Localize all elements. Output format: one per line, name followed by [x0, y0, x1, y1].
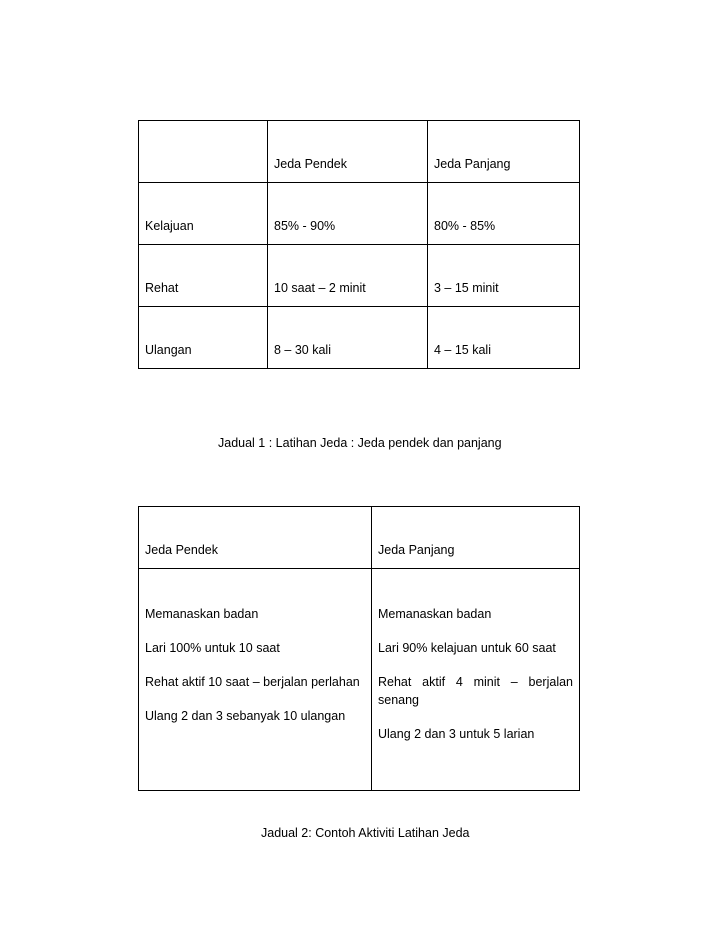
table-latihan-jeda [138, 120, 580, 369]
table-row [139, 307, 580, 369]
header-cell-jeda-panjang: Jeda Panjang [372, 507, 580, 569]
table-cell: 10 saat – 2 minit [268, 245, 428, 307]
step-item: Lari 100% untuk 10 saat [145, 641, 280, 655]
table-header-row [139, 507, 580, 569]
table-cell: 80% - 85% [428, 183, 580, 245]
panjang-steps-cell [372, 569, 580, 791]
table-row [139, 569, 580, 791]
pendek-steps-cell [139, 569, 372, 791]
step-item: Memanaskan badan [378, 607, 492, 621]
table-row [139, 183, 580, 245]
table-row [139, 245, 580, 307]
table-cell: 85% - 90% [268, 183, 428, 245]
step-item: Memanaskan badan [145, 607, 259, 621]
step-item: Ulang 2 dan 3 untuk 5 larian [378, 727, 535, 741]
row-label-rehat: Rehat [139, 245, 268, 307]
table-caption-1: Jadual 1 : Latihan Jeda : Jeda pendek dan panjang [218, 436, 502, 450]
row-label-kelajuan: Kelajuan [139, 183, 268, 245]
header-cell-jeda-pendek: Jeda Pendek [268, 121, 428, 183]
step-item: Rehat aktif 4 minit – berjalan senang [378, 675, 573, 707]
table-caption-2: Jadual 2: Contoh Aktiviti Latihan Jeda [261, 826, 470, 840]
step-item: Rehat aktif 10 saat – berjalan perlahan [145, 675, 360, 689]
row-label-ulangan: Ulangan [139, 307, 268, 369]
step-item: Ulang 2 dan 3 sebanyak 10 ulangan [145, 709, 346, 723]
step-item: Lari 90% kelajuan untuk 60 saat [378, 641, 556, 655]
header-cell-jeda-panjang: Jeda Panjang [428, 121, 580, 183]
table-cell: 3 – 15 minit [428, 245, 580, 307]
table-cell: 8 – 30 kali [268, 307, 428, 369]
header-cell-empty [139, 121, 268, 183]
table-cell: 4 – 15 kali [428, 307, 580, 369]
table-header-row [139, 121, 580, 183]
table-contoh-aktiviti [138, 506, 580, 791]
header-cell-jeda-pendek: Jeda Pendek [139, 507, 372, 569]
